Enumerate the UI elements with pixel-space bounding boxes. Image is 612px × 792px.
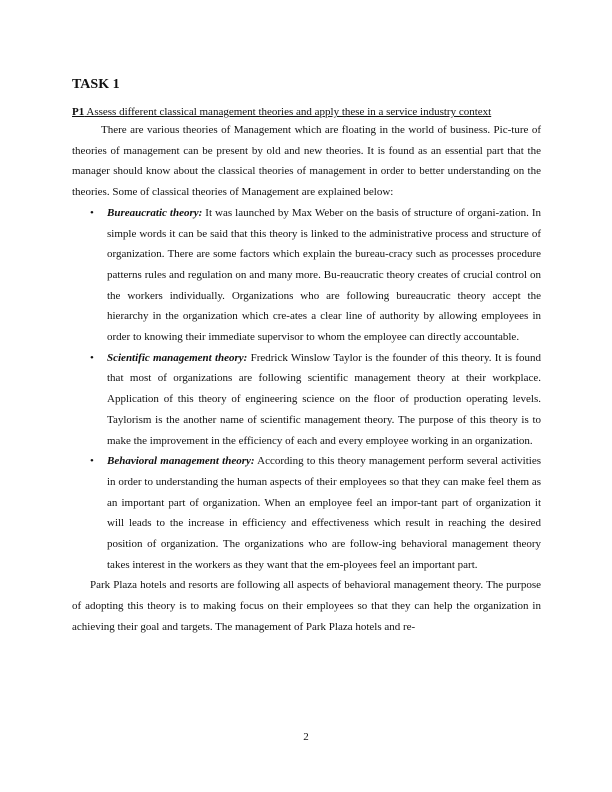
theory-term: Bureaucratic theory: [107, 206, 203, 219]
theory-term: Behavioral management theory: [107, 455, 255, 468]
theory-description: According to this theory management perform several activities in order to understanding the human aspects of their employees so that they can make feel them as an important part of organization. When an employee feel an impor-tant part of organization it will leads to the increase in efficiency and effectiveness which result in reaching the desired position of organization. The organizations who are follow-ing behavioral management theory takes interest in the workers as they want that the em-ployees feel an important part. [107, 455, 541, 571]
intro-paragraph: There are various theories of Management which are floating in the world of business. Pic-ture of theories of management can be present by old and new theories. It is found as an essential part that the manager should know about the classical theories of management in order to better understanding on the theories. Some of classical theories of Management are explained below: [72, 124, 541, 199]
bullet-icon: • [90, 206, 94, 219]
theory-description: Fredrick Winslow Taylor is the founder of this theory. It is found that most of organizations are following scientific management theory at their workplace. Application of this theory of engineering science on the floor of production operating levels. Taylorism is the another name of scientific management theory. The purpose of this theory is to make the improvement in the efficiency of each and every employee working in an organization. [107, 351, 541, 447]
theory-description: It was launched by Max Weber on the basis of structure of organi-zation. In simple words it can be said that this theory is linked to the administrative process and structure of organization. There are some factors which explain the bureau-cracy such as processes procedure patterns rules and regulation on and many more. Bu-reaucratic theory creates of crucial control on the workers individually. Organizations who are following bureaucratic theory accept the hierarchy in the organization which cre-ates a clear line of authority by allowing employees in order to knowing their immediate supervisor to whom the employee can directly accountable. [107, 206, 541, 344]
question-heading [72, 105, 541, 120]
list-item [72, 451, 541, 575]
bullet-icon: • [90, 351, 94, 364]
list-item [72, 348, 541, 452]
bullet-icon: • [90, 455, 94, 468]
question-text: Assess different classical management theories and apply these in a service industry context [84, 106, 492, 118]
page-content [72, 76, 541, 638]
list-item [72, 203, 541, 348]
page-number: 2 [303, 731, 309, 743]
theory-term: Scientific management theory: [107, 351, 248, 364]
closing-paragraph: Park Plaza hotels and resorts are following all aspects of behavioral management theory. The purpose of adopting this theory is to making focus on their employees so that they can help the organization in achieving their goal and targets. The management of Park Plaza hotels and re- [72, 579, 541, 633]
question-code: P1 [72, 106, 85, 118]
theories-list [72, 203, 541, 576]
task-title: TASK 1 [72, 77, 120, 92]
